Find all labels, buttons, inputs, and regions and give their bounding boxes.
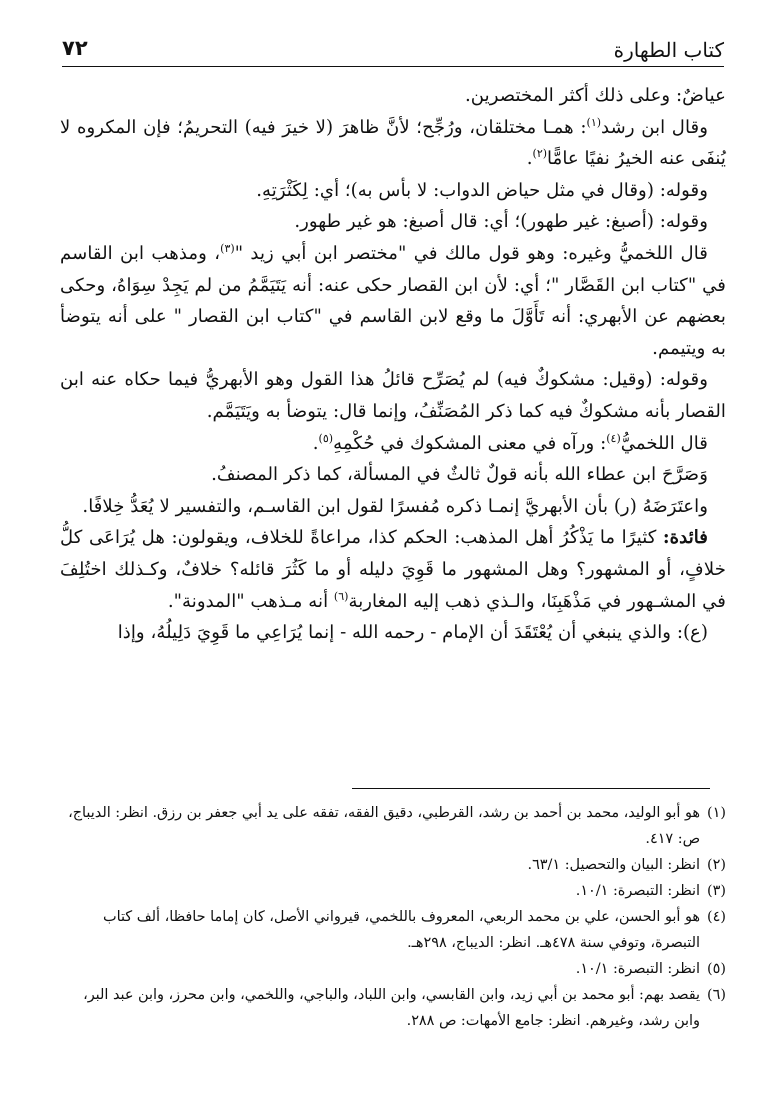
text-run: .: [312, 432, 319, 454]
paragraph: [60, 522, 726, 617]
footnote-reference: (٥): [318, 431, 334, 445]
footnotes: [60, 800, 726, 1034]
footnote: [60, 982, 726, 1034]
text-run: : همـا مختلقان، ورُجِّح؛ لأنَّ ظاهرَ (لا خيرَ فيه) التحريمُ؛ فإن المكروه لا يُنفَى عنه الخيرُ نفيًا عامًّا: [60, 116, 726, 170]
running-header: [62, 30, 724, 67]
footnote-number: (٤): [707, 909, 726, 925]
text-run: أنه مـذهب "المدونة".: [167, 590, 334, 612]
note-label: فائدة:: [662, 527, 708, 549]
paragraph: [60, 175, 726, 207]
footnote-reference: (٢): [532, 147, 548, 161]
footnote-text: انظر: التبصرة: ١٠/١.: [575, 961, 700, 977]
text-run: كثيرًا ما يَذْكُرُ أهل المذهب: الحكم كذا، مراعاةً للخلاف، ويقولون: هل يُرَاعَى كلُّ خلافٍ، أو المشهور؟ وهل المشهور ما قَوِيَ دليله أو ما كَثُرَ قائله؟ خلافٌ، وكـذلك اختُلِفَ في المشـهور في مَذْهَبِنَا، والـذي ذهب إليه المغاربة: [60, 527, 726, 612]
footnote-number: (٦): [707, 987, 726, 1003]
paragraph: [60, 491, 726, 523]
footnote-text: يقصد بهم: أبو محمد بن أبي زيد، وابن القابسي، وابن اللباد، والباجي، واللخمي، وابن محرز، وابن عبد البر، وابن رشد، وغيرهم. انظر: جامع الأمهات: ص ٢٨٨.: [83, 987, 700, 1029]
footnote: [60, 956, 726, 982]
footnote: [60, 800, 726, 852]
paragraph: [60, 428, 726, 460]
footnote-number: (٥): [707, 961, 726, 977]
text-run: وقوله: (وقيل: مشكوكٌ فيه) لم يُصَرِّح قائلُ هذا القول وهو الأبهريُّ فيما حكاه عنه ابن القصار بأنه مشكوكٌ فيه كما ذكر المُصَنِّفُ، وإنما قال: يتوضأ به ويَتَيَمَّم.: [60, 369, 726, 422]
footnote: [60, 852, 726, 878]
footnote-number: (٢): [707, 857, 726, 873]
page-number: ٧٢: [62, 36, 88, 60]
text-run: : ورآه في معنى المشكوك في حُكْمِهِ: [333, 432, 607, 454]
text-run: .: [526, 148, 533, 170]
text-run: وَصَرَّحَ ابن عطاء الله بأنه قولٌ ثالثٌ في المسألة، كما ذكر المصنفُ.: [211, 464, 708, 486]
text-run: وقال ابن رشد: [601, 116, 708, 138]
text-run: واعتَرَضَهُ (ر) بأن الأبهريَّ إنمـا ذكره مُفسرًا لقول ابن القاسـم، والتفسير لا يُعَدُّ خِلافًا.: [82, 495, 708, 517]
paragraph: [60, 364, 726, 427]
paragraph: [60, 112, 726, 175]
footnote-reference: (٤): [606, 431, 621, 445]
footnote-number: (١): [707, 805, 726, 821]
footnote: [60, 904, 726, 956]
paragraph: [60, 206, 726, 238]
paragraph: [60, 80, 726, 112]
chapter-title: كتاب الطهارة: [613, 38, 724, 62]
text-run: وقوله: (وقال في مثل حياض الدواب: لا بأس به)؛ أي: لِكَثْرَتِهِ.: [256, 179, 708, 201]
footnote: [60, 878, 726, 904]
text-run: قال اللخميُّ وغيره: وهو قول مالك في "مختصر ابن أبي زيد ": [234, 242, 708, 264]
text-run: (ع): والذي ينبغي أن يُعْتَقَدَ أن الإمام - رحمه الله - إنما يُرَاعِي ما قَوِيَ دَلِيلُهُ، وإذا: [117, 622, 708, 644]
main-text: [60, 80, 726, 649]
text-run: وقوله: (أصبغ: غير طهور)؛ أي: قال أصبغ: هو غير طهور.: [294, 211, 708, 233]
text-run: ، ومذهب ابن القاسم في "كتاب ابن القَصَّار "؛ أي: لأن ابن القصار حكى عنه: أنه يَتَيَمَّمُ من لم يَجِدْ سِوَاهُ، وحكى بعضهم عن الأبهري: أنه تَأَوَّلَ ما وقع لابن القاسم في "كتاب ابن القصار " على أنه يتوضأ به ويتيمم.: [60, 242, 726, 359]
footnote-reference: (٣): [220, 241, 235, 255]
footnote-text: هو أبو الوليد، محمد بن أحمد بن رشد، القرطبي، دقيق الفقه، تفقه على يد أبي جعفر بن رزق. انظر: الديباج، ص: ٤١٧.: [68, 805, 700, 847]
footnote-reference: (١): [586, 115, 602, 129]
footnote-text: هو أبو الحسن، علي بن محمد الربعي، المعروف باللخمي، قيرواني الأصل، كان إماما حافظا، ألف كتاب التبصرة، وتوفي سنة ٤٧٨هـ. انظر: الديباج، ٢٩٨هـ.: [103, 909, 700, 951]
footnote-number: (٣): [707, 883, 726, 899]
footnote-reference: (٦): [333, 589, 349, 603]
paragraph: [60, 459, 726, 491]
text-run: عياضٌ: وعلى ذلك أكثر المختصرين.: [465, 85, 726, 106]
paragraph: [60, 238, 726, 364]
paragraph: [60, 617, 726, 649]
footnote-text: انظر: التبصرة: ١٠/١.: [575, 883, 700, 899]
footnote-text: انظر: البيان والتحصيل: ٦٣/١.: [527, 857, 700, 873]
footnote-divider: [352, 788, 710, 789]
text-run: قال اللخميُّ: [620, 432, 708, 454]
